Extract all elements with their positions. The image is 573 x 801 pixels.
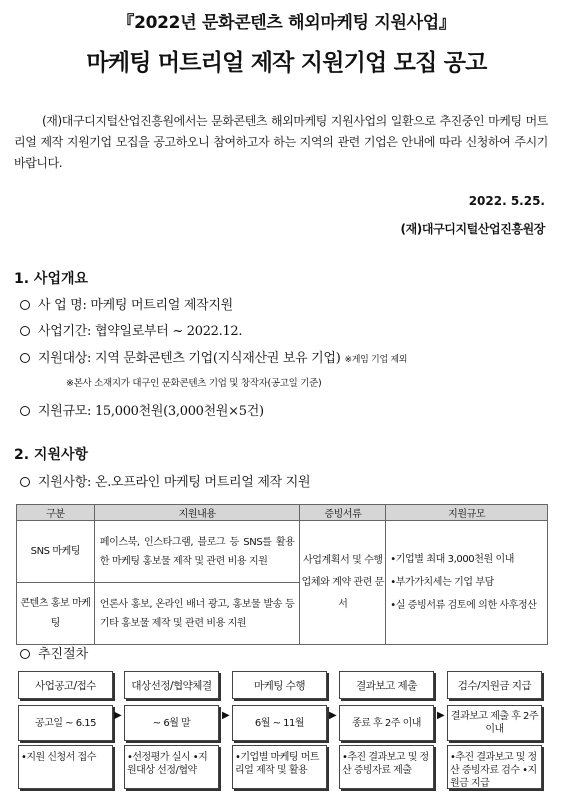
issuing-organization: (재)대구디지털산업진흥원장 [400, 222, 545, 236]
circle-bullet-icon [20, 649, 30, 659]
row-category: 콘텐츠 홍보 마케팅 [17, 583, 95, 645]
process-step-1 [18, 671, 113, 791]
process-heading: 추진절차 [20, 643, 88, 662]
table-header: 지원내용 [94, 505, 300, 521]
support-table [16, 504, 548, 645]
target-exclusion-note: ※게임 기업 제외 [344, 355, 408, 365]
support-item: 지원사항: 온.오프라인 마케팅 머트리얼 제작 지원 [20, 471, 310, 490]
target-location-note: ※본사 소재지가 대구인 문화콘텐츠 기업 및 창작자(공고일 기준) [66, 378, 322, 389]
row-content: 언론사 홍보, 온라인 배너 광고, 홍보물 발송 등 기타 홍보물 제작 및 관련 비용 지원 [94, 583, 300, 645]
row-category: SNS 마케팅 [17, 521, 95, 583]
step-detail: •지원 신청서 접수 [18, 745, 113, 789]
table-header: 증빙서류 [300, 505, 386, 521]
step-schedule: ~ 6월 말 [124, 705, 219, 741]
circle-bullet-icon [20, 477, 30, 487]
step-schedule: 결과보고 제출 후 2주 이내 [447, 705, 542, 741]
arrow-right-icon: ▶ [437, 710, 445, 721]
overview-item-target: 지원대상: 지역 문화콘텐츠 기업(지식재산권 보유 기업) ※게임 기업 제외 [20, 347, 407, 366]
step-detail: •추진 결과보고 및 정산 증빙자료 제출 [339, 745, 434, 789]
step-title: 검수/지원금 지급 [447, 671, 542, 699]
circle-bullet-icon [20, 406, 30, 416]
table-row [17, 521, 548, 583]
announcement-title: 마케팅 머트리얼 제작 지원기업 모집 공고 [86, 50, 487, 76]
step-detail: •추진 결과보고 및 정산 증빙자료 검수 •지원금 지급 [447, 745, 542, 789]
table-header: 지원규모 [386, 505, 548, 521]
process-step-5 [447, 671, 542, 791]
evidence-documents: 사업계획서 및 수행 업체와 계약 관련 문서 [300, 521, 386, 645]
overview-item-period: 사업기간: 협약일로부터 ~ 2022.12. [20, 320, 242, 339]
arrow-right-icon: ▶ [222, 710, 230, 721]
step-schedule: 6월 ~ 11월 [232, 705, 327, 741]
arrow-right-icon: ▶ [329, 710, 337, 721]
step-title: 마케팅 수행 [232, 671, 327, 699]
step-detail: •선정평가 실시 •지원대상 선정/협약 [124, 745, 219, 789]
announcement-date: 2022. 5.25. [468, 194, 545, 208]
section-heading-overview: 1. 사업개요 [14, 271, 89, 287]
section-heading-support: 2. 지원사항 [14, 447, 89, 463]
circle-bullet-icon [20, 300, 30, 310]
overview-item-name: 사 업 명: 마케팅 머트리얼 제작지원 [20, 294, 233, 313]
announcement-subtitle: 『2022년 문화콘텐츠 해외마케팅 지원사업』 [117, 13, 456, 33]
process-step-4 [339, 671, 434, 791]
table-header: 구분 [17, 505, 95, 521]
circle-bullet-icon [20, 353, 30, 363]
row-content: 페이스북, 인스타그램, 블로그 등 SNS를 활용한 마케팅 홍보물 제작 및 관련 비용 지원 [94, 521, 300, 583]
support-scale: •기업별 최대 3,000천원 이내 •부가가치세는 기업 부담 •실 증빙서류 검토에 의한 사후정산 [386, 521, 548, 645]
overview-item-scale: 지원규모: 15,000천원(3,000천원×5건) [20, 400, 264, 419]
step-schedule: 공고일 ~ 6.15 [18, 705, 113, 741]
process-step-3 [232, 671, 327, 791]
step-title: 사업공고/접수 [18, 671, 113, 699]
process-step-2 [124, 671, 219, 791]
step-title: 대상선정/협약체결 [124, 671, 219, 699]
step-schedule: 종료 후 2주 이내 [339, 705, 434, 741]
circle-bullet-icon [20, 326, 30, 336]
arrow-right-icon: ▶ [114, 710, 122, 721]
step-title: 결과보고 제출 [339, 671, 434, 699]
step-detail: •기업별 마케팅 머트리얼 제작 및 활용 [232, 745, 327, 789]
intro-paragraph: (재)대구디지털산업진흥원에서는 문화콘텐츠 해외마케팅 지원사업의 일환으로 추진중인 마케팅 머트리얼 제작 지원기업 모집을 공고하오니 참여하고자 하는 지역의 관련 기업은 안내에 따라 신청하여 주시기 바랍니다. [14, 114, 548, 170]
